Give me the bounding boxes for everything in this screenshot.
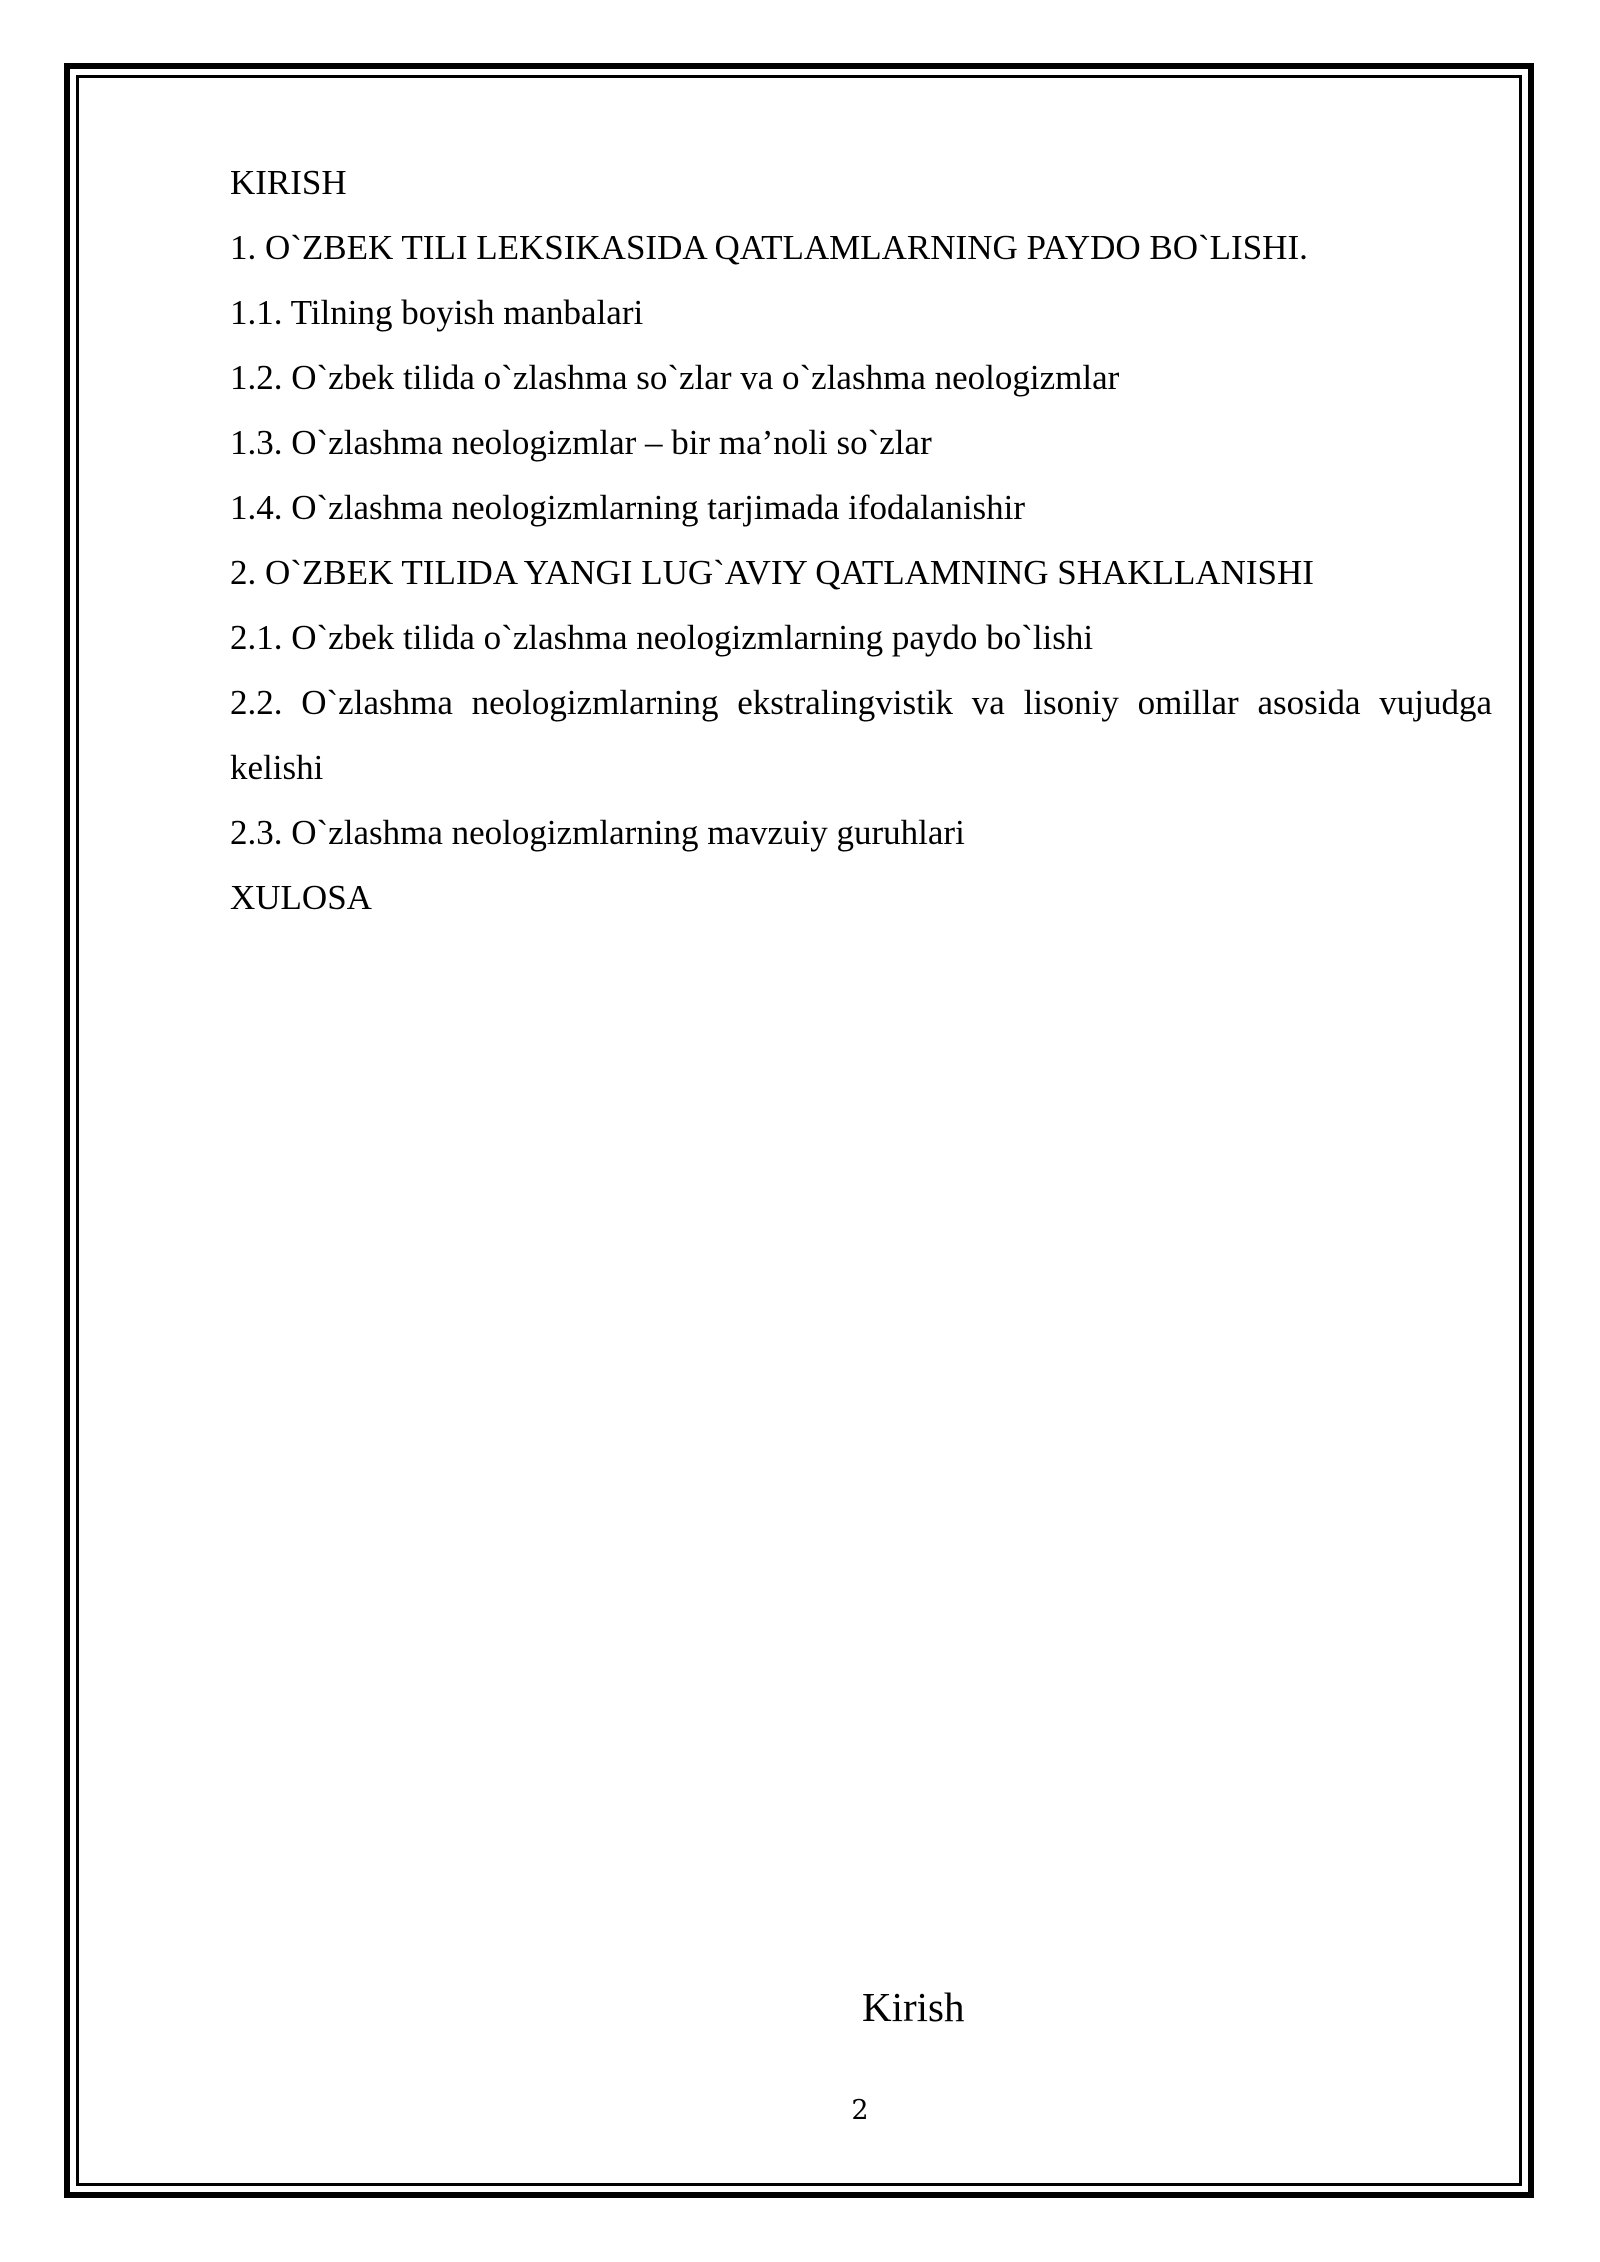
toc-item-1-4: 1.4. O`zlashma neologizmlarning tarjimada ifodalanishir <box>230 488 1026 527</box>
section-heading: Kirish <box>862 1984 965 2030</box>
toc-item-chapter-2: 2. O`ZBEK TILIDA YANGI LUG`AVIY QATLAMNING SHAKLLANISHI <box>230 553 1314 592</box>
toc-item-xulosa: XULOSA <box>230 878 372 917</box>
toc-item-2-2: 2.2. O`zlashma neologizmlarning ekstralingvistik va lisoniy omillar asosida vujudga kelishi <box>230 683 1492 787</box>
toc-item-1-2: 1.2. O`zbek tilida o`zlashma so`zlar va o`zlashma neologizmlar <box>230 358 1120 397</box>
toc-item-1-1: 1.1. Tilning boyish manbalari <box>230 293 644 332</box>
toc-item-2-3: 2.3. O`zlashma neologizmlarning mavzuiy guruhlari <box>230 813 965 852</box>
table-of-contents <box>230 150 1492 930</box>
toc-item-1-3: 1.3. O`zlashma neologizmlar – bir ma’noli so`zlar <box>230 423 932 462</box>
page-number: 2 <box>851 2095 869 2126</box>
toc-item-chapter-1: 1. O`ZBEK TILI LEKSIKASIDA QATLAMLARNING PAYDO BO`LISHI. <box>230 228 1308 267</box>
toc-item-2-1: 2.1. O`zbek tilida o`zlashma neologizmlarning paydo bo`lishi <box>230 618 1094 657</box>
toc-item-kirish: KIRISH <box>230 163 347 202</box>
